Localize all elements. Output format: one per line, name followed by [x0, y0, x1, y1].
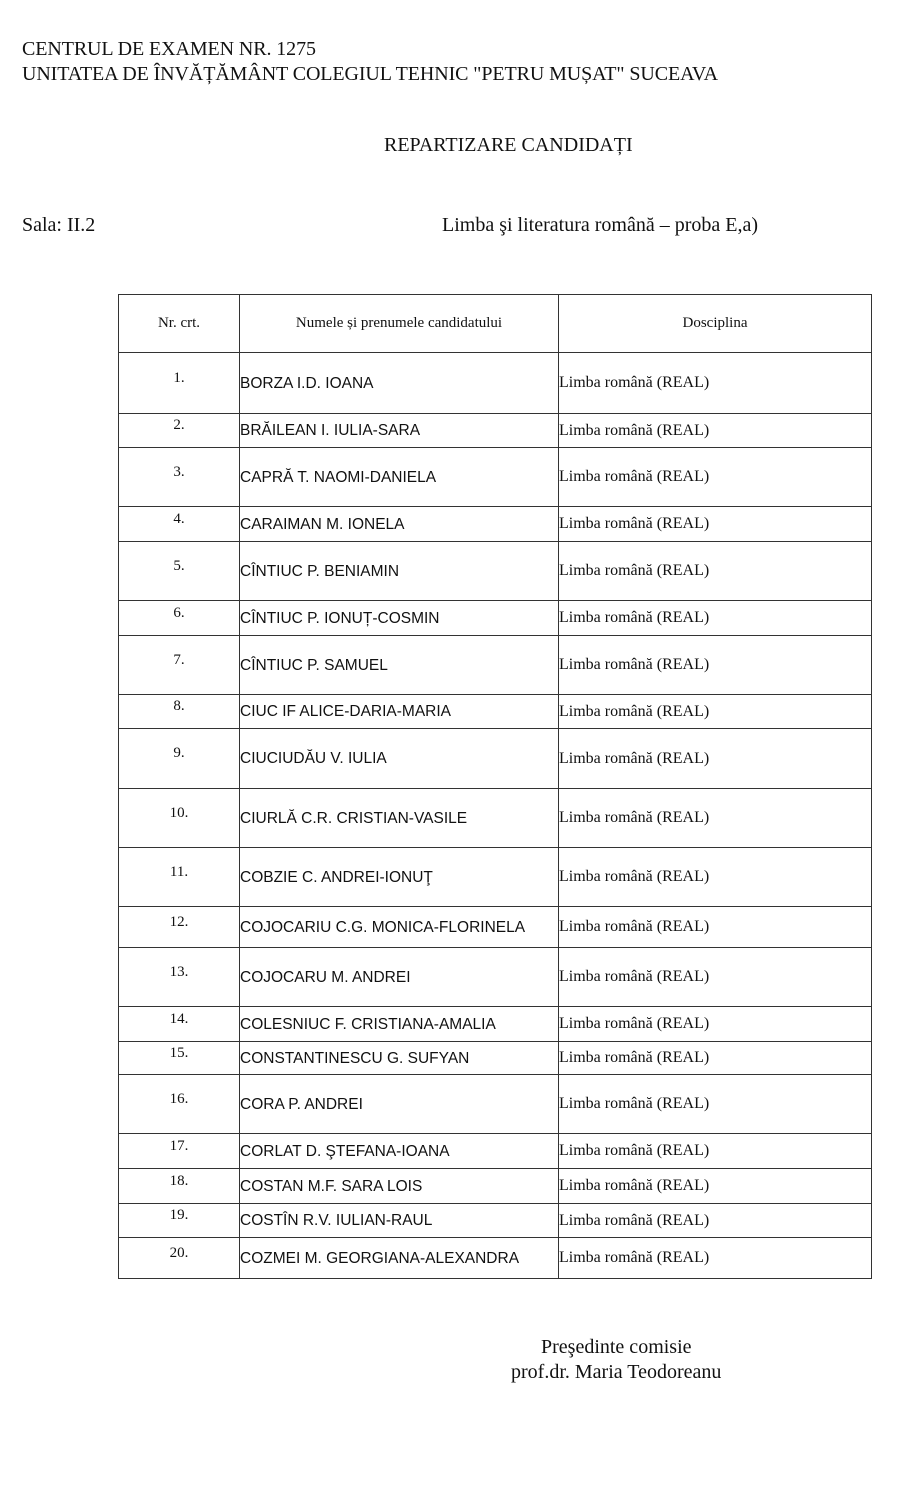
candidate-name: CIURLĂ C.R. CRISTIAN-VASILE [240, 789, 559, 848]
table-row [119, 636, 872, 695]
candidate-name: COSTÎN R.V. IULIAN-RAUL [240, 1204, 559, 1238]
candidate-discipline: Limba română (REAL) [559, 789, 872, 848]
candidate-name: COJOCARU M. ANDREI [240, 948, 559, 1007]
table-row [119, 948, 872, 1007]
candidate-name: CORA P. ANDREI [240, 1075, 559, 1134]
row-number-text: 7. [173, 651, 185, 668]
row-number-text: 10. [169, 804, 189, 821]
candidate-discipline: Limba română (REAL) [559, 1169, 872, 1204]
candidate-discipline: Limba română (REAL) [559, 542, 872, 601]
row-number-text: 19. [169, 1207, 189, 1223]
candidate-name: CONSTANTINESCU G. SUFYAN [240, 1042, 559, 1075]
table-row [119, 353, 872, 414]
table-row [119, 695, 872, 729]
row-number-text: 2. [173, 417, 185, 433]
candidate-name: COSTAN M.F. SARA LOIS [240, 1169, 559, 1204]
row-number-text: 4. [173, 510, 185, 527]
table-row [119, 1238, 872, 1279]
table-row [119, 729, 872, 789]
school-heading: UNITATEA DE ÎNVĂȚĂMÂNT COLEGIUL TEHNIC "PETRU MUȘAT" SUCEAVA [22, 63, 718, 85]
table-row [119, 1169, 872, 1204]
row-number-text: 18. [169, 1172, 189, 1189]
table-row [119, 789, 872, 848]
row-number [119, 1007, 240, 1042]
candidate-discipline: Limba română (REAL) [559, 1204, 872, 1238]
row-number [119, 1075, 240, 1134]
candidate-name: CÎNTIUC P. BENIAMIN [240, 542, 559, 601]
candidate-name: CAPRĂ T. NAOMI-DANIELA [240, 448, 559, 507]
row-number-text: 15. [169, 1044, 189, 1061]
row-number [119, 1169, 240, 1204]
row-number-text: 12. [169, 913, 189, 930]
table-row [119, 1075, 872, 1134]
candidate-discipline: Limba română (REAL) [559, 948, 872, 1007]
column-header-discipline: Dosciplina [559, 295, 872, 353]
exam-center-heading: CENTRUL DE EXAMEN NR. 1275 [22, 38, 316, 60]
candidate-discipline: Limba română (REAL) [559, 729, 872, 789]
row-number [119, 789, 240, 848]
row-number-text: 5. [173, 557, 185, 574]
row-number-text: 13. [169, 963, 189, 980]
candidate-name: BRĂILEAN I. IULIA-SARA [240, 414, 559, 448]
candidate-discipline: Limba română (REAL) [559, 907, 872, 948]
row-number-text: 9. [173, 745, 185, 761]
candidate-name: CÎNTIUC P. IONUȚ-COSMIN [240, 601, 559, 636]
candidate-discipline: Limba română (REAL) [559, 1007, 872, 1042]
table-row [119, 542, 872, 601]
row-number-text: 17. [169, 1137, 189, 1154]
table-row [119, 414, 872, 448]
row-number [119, 729, 240, 789]
table-header-row [119, 295, 872, 353]
candidate-discipline: Limba română (REAL) [559, 695, 872, 729]
table-row [119, 1134, 872, 1169]
candidate-name: COLESNIUC F. CRISTIANA-AMALIA [240, 1007, 559, 1042]
subject-label: Limba şi literatura română – proba E,a) [442, 214, 758, 236]
table-row [119, 507, 872, 542]
candidate-discipline: Limba română (REAL) [559, 1238, 872, 1279]
table-body [119, 353, 872, 1279]
row-number [119, 448, 240, 507]
candidate-discipline: Limba română (REAL) [559, 448, 872, 507]
page-title: REPARTIZARE CANDIDAȚI [384, 134, 633, 156]
row-number-text: 11. [169, 863, 189, 880]
table-row [119, 1204, 872, 1238]
row-number [119, 1238, 240, 1279]
row-number [119, 695, 240, 729]
table-row [119, 601, 872, 636]
row-number [119, 907, 240, 948]
candidate-discipline: Limba română (REAL) [559, 1042, 872, 1075]
candidate-discipline: Limba română (REAL) [559, 1075, 872, 1134]
candidate-name: CARAIMAN M. IONELA [240, 507, 559, 542]
table-row [119, 907, 872, 948]
candidate-name: BORZA I.D. IOANA [240, 353, 559, 414]
row-number-text: 1. [173, 369, 185, 386]
candidates-table [118, 294, 872, 1279]
room-label: Sala: II.2 [22, 214, 96, 236]
row-number [119, 601, 240, 636]
candidate-name: CÎNTIUC P. SAMUEL [240, 636, 559, 695]
row-number [119, 1042, 240, 1075]
row-number-text: 6. [173, 604, 185, 621]
table-row [119, 1007, 872, 1042]
table-row [119, 848, 872, 907]
signature-role: Preşedinte comisie [541, 1336, 692, 1358]
table-row [119, 1042, 872, 1075]
row-number [119, 1204, 240, 1238]
row-number [119, 414, 240, 448]
row-number [119, 353, 240, 414]
column-header-nr: Nr. crt. [119, 295, 240, 353]
candidate-name: CORLAT D. ŞTEFANA-IOANA [240, 1134, 559, 1169]
candidate-name: COZMEI M. GEORGIANA-ALEXANDRA [240, 1238, 559, 1279]
row-number-text: 3. [173, 463, 185, 480]
row-number [119, 636, 240, 695]
row-number-text: 8. [173, 698, 185, 714]
column-header-name: Numele și prenumele candidatului [240, 295, 559, 353]
row-number [119, 1134, 240, 1169]
candidate-name: CIUCIUDĂU V. IULIA [240, 729, 559, 789]
candidate-discipline: Limba română (REAL) [559, 507, 872, 542]
candidate-name: COBZIE C. ANDREI-IONUŢ [240, 848, 559, 907]
candidate-discipline: Limba română (REAL) [559, 414, 872, 448]
row-number-text: 14. [169, 1010, 189, 1027]
candidate-discipline: Limba română (REAL) [559, 1134, 872, 1169]
row-number [119, 542, 240, 601]
row-number [119, 848, 240, 907]
candidate-name: CIUC IF ALICE-DARIA-MARIA [240, 695, 559, 729]
row-number-text: 16. [169, 1090, 189, 1107]
row-number [119, 507, 240, 542]
row-number-text: 20. [169, 1244, 189, 1261]
candidate-discipline: Limba română (REAL) [559, 848, 872, 907]
candidate-discipline: Limba română (REAL) [559, 601, 872, 636]
candidate-name: COJOCARIU C.G. MONICA-FLORINELA [240, 907, 559, 948]
candidate-discipline: Limba română (REAL) [559, 636, 872, 695]
row-number [119, 948, 240, 1007]
candidate-discipline: Limba română (REAL) [559, 353, 872, 414]
table-row [119, 448, 872, 507]
signature-name: prof.dr. Maria Teodoreanu [511, 1361, 722, 1383]
